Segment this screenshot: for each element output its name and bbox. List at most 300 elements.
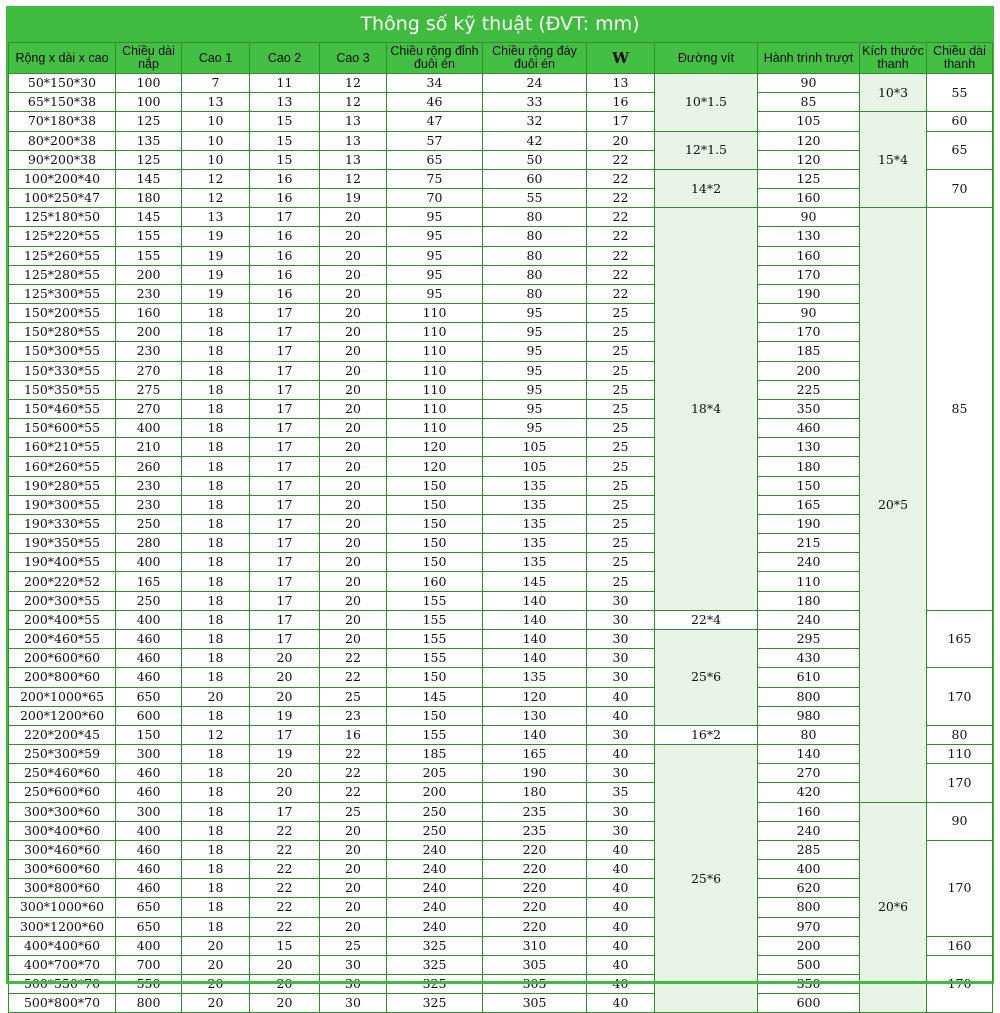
table-row bbox=[9, 725, 993, 744]
cell-lid-length: 300 bbox=[116, 745, 182, 764]
cell-slide-travel: 225 bbox=[758, 380, 860, 399]
cell-height-2: 15 bbox=[250, 150, 320, 169]
cell-dovetail-top: 155 bbox=[387, 629, 483, 648]
cell-lid-length: 125 bbox=[116, 150, 182, 169]
table-row bbox=[9, 649, 993, 668]
cell-w: 40 bbox=[587, 860, 655, 879]
cell-dovetail-bottom: 42 bbox=[483, 131, 587, 150]
cell-dovetail-bottom: 105 bbox=[483, 438, 587, 457]
cell-w: 30 bbox=[587, 591, 655, 610]
cell-height-3: 20 bbox=[320, 534, 387, 553]
cell-height-2: 17 bbox=[250, 802, 320, 821]
cell-dovetail-top: 150 bbox=[387, 668, 483, 687]
header-dovetail-top-width: Chiều rộng đỉnh đuôi én bbox=[387, 43, 483, 74]
cell-size: 80*200*38 bbox=[9, 131, 116, 150]
cell-height-1: 18 bbox=[182, 399, 250, 418]
cell-size: 300*1000*60 bbox=[9, 898, 116, 917]
cell-dovetail-bottom: 95 bbox=[483, 304, 587, 323]
cell-height-3: 20 bbox=[320, 553, 387, 572]
table-row bbox=[9, 802, 993, 821]
cell-slide-travel: 130 bbox=[758, 438, 860, 457]
cell-height-3: 12 bbox=[320, 93, 387, 112]
cell-size: 150*280*55 bbox=[9, 323, 116, 342]
table-row bbox=[9, 668, 993, 687]
cell-height-3: 20 bbox=[320, 361, 387, 380]
cell-height-3: 13 bbox=[320, 131, 387, 150]
cell-height-2: 20 bbox=[250, 764, 320, 783]
table-row bbox=[9, 438, 993, 457]
cell-height-1: 19 bbox=[182, 227, 250, 246]
cell-w: 40 bbox=[587, 917, 655, 936]
cell-height-2: 19 bbox=[250, 706, 320, 725]
cell-height-2: 16 bbox=[250, 246, 320, 265]
cell-lid-length: 270 bbox=[116, 361, 182, 380]
cell-dovetail-top: 150 bbox=[387, 514, 483, 533]
table-row bbox=[9, 93, 993, 112]
cell-height-3: 16 bbox=[320, 725, 387, 744]
cell-bar-size: 20*5 bbox=[860, 208, 927, 802]
cell-height-1: 18 bbox=[182, 457, 250, 476]
cell-height-3: 20 bbox=[320, 591, 387, 610]
cell-height-2: 17 bbox=[250, 591, 320, 610]
cell-size: 150*350*55 bbox=[9, 380, 116, 399]
cell-bar-length: 70 bbox=[927, 169, 993, 207]
cell-slide-travel: 620 bbox=[758, 879, 860, 898]
cell-height-1: 18 bbox=[182, 361, 250, 380]
cell-height-3: 20 bbox=[320, 610, 387, 629]
cell-dovetail-top: 110 bbox=[387, 361, 483, 380]
cell-height-2: 11 bbox=[250, 74, 320, 93]
cell-height-2: 17 bbox=[250, 380, 320, 399]
cell-screw: 25*6 bbox=[655, 745, 758, 1013]
table-row bbox=[9, 419, 993, 438]
cell-w: 16 bbox=[587, 93, 655, 112]
cell-slide-travel: 420 bbox=[758, 783, 860, 802]
cell-dovetail-top: 145 bbox=[387, 687, 483, 706]
cell-lid-length: 650 bbox=[116, 898, 182, 917]
cell-w: 30 bbox=[587, 668, 655, 687]
cell-dovetail-bottom: 220 bbox=[483, 917, 587, 936]
cell-w: 30 bbox=[587, 629, 655, 648]
cell-w: 22 bbox=[587, 189, 655, 208]
table-row bbox=[9, 342, 993, 361]
cell-height-2: 16 bbox=[250, 265, 320, 284]
cell-dovetail-bottom: 140 bbox=[483, 629, 587, 648]
cell-dovetail-bottom: 140 bbox=[483, 649, 587, 668]
cell-lid-length: 280 bbox=[116, 534, 182, 553]
table-row bbox=[9, 783, 993, 802]
cell-dovetail-top: 75 bbox=[387, 169, 483, 188]
cell-w: 22 bbox=[587, 208, 655, 227]
cell-dovetail-bottom: 220 bbox=[483, 879, 587, 898]
cell-dovetail-top: 110 bbox=[387, 380, 483, 399]
cell-height-2: 17 bbox=[250, 399, 320, 418]
cell-dovetail-top: 150 bbox=[387, 534, 483, 553]
cell-slide-travel: 215 bbox=[758, 534, 860, 553]
cell-height-1: 18 bbox=[182, 879, 250, 898]
header-bar-length: Chiều dài thanh bbox=[927, 43, 993, 74]
cell-dovetail-bottom: 140 bbox=[483, 610, 587, 629]
cell-lid-length: 600 bbox=[116, 706, 182, 725]
cell-size: 125*300*55 bbox=[9, 284, 116, 303]
cell-height-3: 20 bbox=[320, 246, 387, 265]
cell-bar-length: 165 bbox=[927, 610, 993, 668]
cell-bar-length: 170 bbox=[927, 764, 993, 802]
cell-lid-length: 400 bbox=[116, 821, 182, 840]
cell-size: 200*300*55 bbox=[9, 591, 116, 610]
cell-size: 200*400*55 bbox=[9, 610, 116, 629]
cell-w: 22 bbox=[587, 227, 655, 246]
spec-panel bbox=[6, 6, 994, 1011]
cell-height-2: 20 bbox=[250, 649, 320, 668]
cell-lid-length: 100 bbox=[116, 74, 182, 93]
cell-dovetail-top: 150 bbox=[387, 495, 483, 514]
cell-height-1: 18 bbox=[182, 304, 250, 323]
table-row bbox=[9, 150, 993, 169]
cell-height-1: 18 bbox=[182, 745, 250, 764]
cell-height-2: 20 bbox=[250, 783, 320, 802]
cell-lid-length: 250 bbox=[116, 591, 182, 610]
cell-slide-travel: 800 bbox=[758, 898, 860, 917]
cell-height-3: 23 bbox=[320, 706, 387, 725]
table-row bbox=[9, 361, 993, 380]
cell-height-3: 20 bbox=[320, 917, 387, 936]
cell-height-2: 17 bbox=[250, 361, 320, 380]
cell-height-1: 18 bbox=[182, 649, 250, 668]
cell-height-3: 19 bbox=[320, 189, 387, 208]
cell-lid-length: 145 bbox=[116, 208, 182, 227]
cell-size: 200*460*55 bbox=[9, 629, 116, 648]
cell-height-3: 20 bbox=[320, 419, 387, 438]
cell-height-3: 20 bbox=[320, 860, 387, 879]
cell-w: 40 bbox=[587, 687, 655, 706]
table-row bbox=[9, 821, 993, 840]
cell-w: 40 bbox=[587, 840, 655, 859]
cell-height-3: 22 bbox=[320, 783, 387, 802]
cell-height-1: 18 bbox=[182, 764, 250, 783]
cell-height-3: 20 bbox=[320, 495, 387, 514]
cell-dovetail-bottom: 180 bbox=[483, 783, 587, 802]
cell-height-3: 20 bbox=[320, 572, 387, 591]
cell-slide-travel: 105 bbox=[758, 112, 860, 131]
cell-slide-travel: 90 bbox=[758, 304, 860, 323]
cell-bar-length: 55 bbox=[927, 74, 993, 112]
cell-height-3: 12 bbox=[320, 74, 387, 93]
cell-dovetail-bottom: 130 bbox=[483, 706, 587, 725]
cell-w: 25 bbox=[587, 323, 655, 342]
cell-height-3: 20 bbox=[320, 284, 387, 303]
cell-bar-length: 65 bbox=[927, 131, 993, 169]
cell-dovetail-top: 240 bbox=[387, 879, 483, 898]
cell-height-3: 30 bbox=[320, 994, 387, 1013]
cell-dovetail-bottom: 220 bbox=[483, 840, 587, 859]
cell-height-1: 18 bbox=[182, 495, 250, 514]
cell-height-2: 20 bbox=[250, 687, 320, 706]
cell-lid-length: 400 bbox=[116, 610, 182, 629]
cell-w: 25 bbox=[587, 342, 655, 361]
cell-height-1: 13 bbox=[182, 208, 250, 227]
cell-slide-travel: 170 bbox=[758, 323, 860, 342]
cell-height-1: 7 bbox=[182, 74, 250, 93]
cell-lid-length: 250 bbox=[116, 514, 182, 533]
cell-lid-length: 460 bbox=[116, 860, 182, 879]
cell-height-2: 17 bbox=[250, 304, 320, 323]
cell-height-1: 20 bbox=[182, 687, 250, 706]
cell-slide-travel: 800 bbox=[758, 687, 860, 706]
cell-w: 40 bbox=[587, 745, 655, 764]
cell-lid-length: 400 bbox=[116, 419, 182, 438]
cell-height-3: 20 bbox=[320, 821, 387, 840]
cell-w: 30 bbox=[587, 725, 655, 744]
cell-slide-travel: 285 bbox=[758, 840, 860, 859]
cell-screw: 22*4 bbox=[655, 610, 758, 629]
cell-w: 22 bbox=[587, 150, 655, 169]
cell-dovetail-bottom: 135 bbox=[483, 553, 587, 572]
cell-slide-travel: 190 bbox=[758, 514, 860, 533]
table-row bbox=[9, 860, 993, 879]
cell-size: 300*600*60 bbox=[9, 860, 116, 879]
cell-height-3: 25 bbox=[320, 687, 387, 706]
cell-height-3: 22 bbox=[320, 764, 387, 783]
cell-height-1: 18 bbox=[182, 840, 250, 859]
cell-height-2: 13 bbox=[250, 93, 320, 112]
cell-height-1: 12 bbox=[182, 189, 250, 208]
cell-bar-length: 80 bbox=[927, 725, 993, 744]
cell-slide-travel: 430 bbox=[758, 649, 860, 668]
cell-height-2: 22 bbox=[250, 840, 320, 859]
cell-slide-travel: 110 bbox=[758, 572, 860, 591]
cell-size: 90*200*38 bbox=[9, 150, 116, 169]
cell-lid-length: 230 bbox=[116, 284, 182, 303]
table-row bbox=[9, 840, 993, 859]
cell-height-3: 20 bbox=[320, 629, 387, 648]
cell-w: 22 bbox=[587, 169, 655, 188]
cell-dovetail-bottom: 220 bbox=[483, 860, 587, 879]
cell-lid-length: 800 bbox=[116, 994, 182, 1013]
cell-height-2: 22 bbox=[250, 879, 320, 898]
cell-screw: 25*6 bbox=[655, 629, 758, 725]
cell-lid-length: 230 bbox=[116, 476, 182, 495]
cell-dovetail-bottom: 120 bbox=[483, 687, 587, 706]
cell-height-2: 20 bbox=[250, 955, 320, 974]
cell-lid-length: 155 bbox=[116, 227, 182, 246]
spec-table bbox=[8, 42, 993, 1013]
cell-slide-travel: 160 bbox=[758, 246, 860, 265]
cell-bar-length bbox=[927, 955, 993, 1013]
cell-w: 40 bbox=[587, 898, 655, 917]
table-row bbox=[9, 74, 993, 93]
cell-dovetail-top: 95 bbox=[387, 284, 483, 303]
table-row bbox=[9, 629, 993, 648]
cell-dovetail-top: 110 bbox=[387, 399, 483, 418]
cell-size: 250*300*59 bbox=[9, 745, 116, 764]
table-row bbox=[9, 687, 993, 706]
cell-size: 300*1200*60 bbox=[9, 917, 116, 936]
table-row bbox=[9, 553, 993, 572]
cell-size: 150*460*55 bbox=[9, 399, 116, 418]
cell-height-3: 13 bbox=[320, 150, 387, 169]
cell-height-1: 18 bbox=[182, 572, 250, 591]
cell-height-1: 18 bbox=[182, 514, 250, 533]
cell-height-1: 18 bbox=[182, 534, 250, 553]
table-row bbox=[9, 745, 993, 764]
cell-height-2: 22 bbox=[250, 898, 320, 917]
header-lid-length: Chiều dài nắp bbox=[116, 43, 182, 74]
cell-dovetail-bottom: 135 bbox=[483, 534, 587, 553]
cell-height-2: 17 bbox=[250, 514, 320, 533]
cell-dovetail-bottom: 135 bbox=[483, 476, 587, 495]
cell-size: 250*460*60 bbox=[9, 764, 116, 783]
cell-height-2: 17 bbox=[250, 342, 320, 361]
cell-bar-length: 85 bbox=[927, 208, 993, 611]
cell-dovetail-top: 240 bbox=[387, 860, 483, 879]
cell-height-2: 17 bbox=[250, 725, 320, 744]
cell-height-3: 22 bbox=[320, 649, 387, 668]
cell-height-2: 17 bbox=[250, 572, 320, 591]
cell-height-3: 22 bbox=[320, 668, 387, 687]
cell-height-1: 18 bbox=[182, 783, 250, 802]
table-row bbox=[9, 112, 993, 131]
cell-height-1: 12 bbox=[182, 725, 250, 744]
cell-lid-length: 460 bbox=[116, 629, 182, 648]
cell-height-1: 20 bbox=[182, 994, 250, 1013]
cell-slide-travel: 350 bbox=[758, 399, 860, 418]
cell-height-1: 19 bbox=[182, 246, 250, 265]
cell-slide-travel: 240 bbox=[758, 610, 860, 629]
cell-size: 70*180*38 bbox=[9, 112, 116, 131]
cell-lid-length: 460 bbox=[116, 879, 182, 898]
cell-height-1: 18 bbox=[182, 591, 250, 610]
cell-height-1: 12 bbox=[182, 169, 250, 188]
cell-lid-length: 300 bbox=[116, 802, 182, 821]
cell-slide-travel: 980 bbox=[758, 706, 860, 725]
cell-size: 100*250*47 bbox=[9, 189, 116, 208]
cell-height-2: 15 bbox=[250, 131, 320, 150]
cell-size: 125*280*55 bbox=[9, 265, 116, 284]
cell-lid-length: 155 bbox=[116, 246, 182, 265]
cell-slide-travel: 180 bbox=[758, 457, 860, 476]
cell-dovetail-bottom: 60 bbox=[483, 169, 587, 188]
cell-size: 190*280*55 bbox=[9, 476, 116, 495]
cell-height-1: 18 bbox=[182, 438, 250, 457]
cell-slide-travel: 160 bbox=[758, 802, 860, 821]
cell-height-2: 17 bbox=[250, 610, 320, 629]
header-height-1: Cao 1 bbox=[182, 43, 250, 74]
cell-height-1: 18 bbox=[182, 706, 250, 725]
cell-dovetail-bottom: 95 bbox=[483, 399, 587, 418]
cell-slide-travel: 610 bbox=[758, 668, 860, 687]
cell-w: 40 bbox=[587, 955, 655, 974]
header-size: Rộng x dài x cao bbox=[9, 43, 116, 74]
cell-height-3: 22 bbox=[320, 745, 387, 764]
cell-height-1: 18 bbox=[182, 419, 250, 438]
cell-lid-length: 145 bbox=[116, 169, 182, 188]
cell-dovetail-bottom: 135 bbox=[483, 514, 587, 533]
cell-lid-length: 125 bbox=[116, 112, 182, 131]
cell-w: 22 bbox=[587, 284, 655, 303]
table-row bbox=[9, 955, 993, 974]
cell-slide-travel: 140 bbox=[758, 745, 860, 764]
cell-height-2: 20 bbox=[250, 994, 320, 1013]
cell-w: 25 bbox=[587, 553, 655, 572]
cell-slide-travel: 90 bbox=[758, 74, 860, 93]
cell-dovetail-top: 46 bbox=[387, 93, 483, 112]
cell-slide-travel: 240 bbox=[758, 821, 860, 840]
table-row bbox=[9, 246, 993, 265]
cell-height-2: 16 bbox=[250, 227, 320, 246]
table-row bbox=[9, 189, 993, 208]
cell-height-1: 18 bbox=[182, 610, 250, 629]
cell-dovetail-top: 95 bbox=[387, 246, 483, 265]
cell-dovetail-bottom: 190 bbox=[483, 764, 587, 783]
cell-height-3: 25 bbox=[320, 936, 387, 955]
cell-bar-length: 60 bbox=[927, 112, 993, 131]
cell-size: 190*300*55 bbox=[9, 495, 116, 514]
cell-w: 40 bbox=[587, 706, 655, 725]
cell-dovetail-top: 155 bbox=[387, 591, 483, 610]
cell-height-1: 18 bbox=[182, 553, 250, 572]
cell-height-3: 20 bbox=[320, 438, 387, 457]
cell-lid-length: 650 bbox=[116, 687, 182, 706]
header-screw: Đường vít bbox=[655, 43, 758, 74]
cell-lid-length: 165 bbox=[116, 572, 182, 591]
cell-lid-length: 150 bbox=[116, 725, 182, 744]
cell-size: 190*400*55 bbox=[9, 553, 116, 572]
table-row bbox=[9, 304, 993, 323]
cell-size: 400*700*70 bbox=[9, 955, 116, 974]
cell-dovetail-bottom: 310 bbox=[483, 936, 587, 955]
cell-dovetail-top: 185 bbox=[387, 745, 483, 764]
cell-dovetail-top: 95 bbox=[387, 208, 483, 227]
cell-dovetail-top: 110 bbox=[387, 342, 483, 361]
cell-size: 65*150*38 bbox=[9, 93, 116, 112]
cell-dovetail-top: 57 bbox=[387, 131, 483, 150]
cell-dovetail-top: 155 bbox=[387, 610, 483, 629]
cell-size: 300*400*60 bbox=[9, 821, 116, 840]
cell-height-1: 18 bbox=[182, 342, 250, 361]
cell-w: 20 bbox=[587, 131, 655, 150]
cell-slide-travel: 200 bbox=[758, 361, 860, 380]
cell-size: 250*600*60 bbox=[9, 783, 116, 802]
cell-size: 50*150*30 bbox=[9, 74, 116, 93]
table-row bbox=[9, 514, 993, 533]
table-row bbox=[9, 457, 993, 476]
cell-height-3: 12 bbox=[320, 169, 387, 188]
cell-dovetail-top: 250 bbox=[387, 821, 483, 840]
cell-w: 25 bbox=[587, 399, 655, 418]
cell-w: 22 bbox=[587, 246, 655, 265]
cell-height-1: 18 bbox=[182, 323, 250, 342]
cell-dovetail-bottom: 95 bbox=[483, 361, 587, 380]
cell-size: 300*300*60 bbox=[9, 802, 116, 821]
table-row bbox=[9, 380, 993, 399]
cell-lid-length: 650 bbox=[116, 917, 182, 936]
cell-w: 22 bbox=[587, 265, 655, 284]
cell-size: 500*800*70 bbox=[9, 994, 116, 1013]
cell-height-1: 18 bbox=[182, 917, 250, 936]
cell-w: 30 bbox=[587, 649, 655, 668]
cell-dovetail-top: 110 bbox=[387, 323, 483, 342]
cell-dovetail-top: 325 bbox=[387, 936, 483, 955]
table-row bbox=[9, 764, 993, 783]
cell-dovetail-top: 95 bbox=[387, 265, 483, 284]
cell-height-3: 30 bbox=[320, 955, 387, 974]
cell-bar-length: 170 bbox=[927, 668, 993, 726]
cell-size: 100*200*40 bbox=[9, 169, 116, 188]
cell-dovetail-top: 240 bbox=[387, 840, 483, 859]
header-height-3: Cao 3 bbox=[320, 43, 387, 74]
table-row bbox=[9, 265, 993, 284]
